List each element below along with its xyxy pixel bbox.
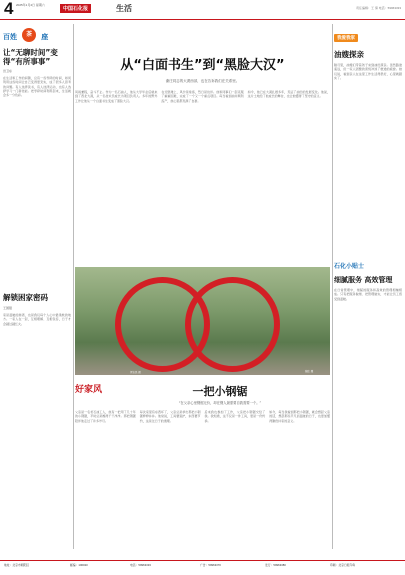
- left-body: 在生活和工作的间隙，总有一些零碎的时间，如何利用这些时间让自己变得更充实，成了很多人思考的问题。有人选择读书，有人选择运动，也有人选择学习一门新技能。把零碎时间利用起来，生活就会多一分色彩。: [3, 76, 71, 98]
- footer-item: 地址：北京市朝阳区: [4, 563, 30, 567]
- second-body-col-2: 每次家里有东西坏了，父亲总是拿出那把小钢锯修修补补。他常说，工具要爱护，东西要节约，这是过日子的道理。: [139, 410, 201, 423]
- main-body-col-3: 如今，他已在大漠扎根多年，见证了油田的发展变化。他说，这片土地给了他成长的舞台，也让他懂得了坚守的意义。: [247, 90, 330, 99]
- footer-item: 邮编：100020: [70, 563, 88, 567]
- left-headline-2: 解锁困家密码: [3, 293, 48, 302]
- heart-sculpture: [185, 277, 280, 372]
- right-headline-2: 细腻服务 高效管理: [334, 276, 393, 284]
- newspaper-logo: 中国石化报: [60, 4, 91, 13]
- footer-item: 广告：59963370: [200, 563, 221, 567]
- editor-info: 责任编辑：王 倩 电话：59963333: [355, 6, 401, 10]
- right-headline: 油嫂探亲: [334, 50, 364, 59]
- section-title: 生活: [116, 4, 132, 13]
- brand-post: 座: [41, 33, 49, 41]
- tea-icon: 茶: [22, 28, 36, 42]
- left-column: [3, 24, 71, 549]
- main-headline: 从“白面书生”到“黑脸大汉”: [120, 58, 285, 73]
- main-article: [75, 24, 330, 210]
- left-body-2: 家是温暖的港湾，也是我们每个人心中最柔软的地方。一家人在一起，互相理解、互相包容，日子才会越过越红火。: [3, 313, 71, 326]
- photo-caption: 贺志民 摄: [130, 371, 141, 374]
- main-body: [75, 90, 330, 210]
- page-header: [0, 0, 405, 20]
- divider-left: [73, 24, 74, 549]
- left-author: 田卫东: [3, 69, 13, 73]
- brand-pre: 百姓: [3, 33, 17, 41]
- right-column-tag: 我爱我家: [334, 34, 358, 42]
- second-body-col-3: 后来我也参加了工作，父亲把小钢锯交给了我。我知道，这不仅是一件工具，更是一份传承。: [204, 410, 266, 423]
- second-body-col-1: 父亲是一名老石油工人，他有一把用了几十年的小钢锯，平时总是擦得干干净净。那把钢锯陪伴他走过了许多岁月。: [75, 410, 136, 423]
- footer-item: 印刷：北京日报印务: [330, 563, 356, 567]
- right-body-2: 在日常管理中，细腻的服务和高效的管理相辅相成。只有把服务做细、把管理做实，才能让员工感受到温暖。: [334, 288, 402, 301]
- photo-credit: 谢庄 摄: [305, 370, 314, 373]
- second-subhead: “在父亲心里钢锯无价，却在钢人最需要自我需要一个。”: [178, 401, 262, 405]
- footer-item: 发行：59963380: [265, 563, 286, 567]
- column-brand: [3, 24, 71, 42]
- page-footer: [0, 560, 405, 575]
- second-article-body: [75, 410, 330, 550]
- divider-right: [332, 24, 333, 549]
- main-subhead: 谢庄同志的大漠西部，也在告诉我们在关系里。: [165, 79, 240, 83]
- issue-date: 2025年1月4日 星期六: [16, 3, 45, 7]
- page-number: 4: [4, 0, 14, 18]
- right-column: [334, 24, 402, 301]
- right-column-tag-2: 石化小贴士: [334, 263, 365, 270]
- main-body-col-1: 风雨兼程，奋斗不止。作为一名石油人，他从大学毕业后就来到了西北大漠，从一名技术员成长为项目负责人。多年的野外工作让他从一个白面书生变成了黑脸大汉。: [75, 90, 158, 103]
- left-author-2: 王国强: [3, 306, 13, 310]
- right-body: 腊月里，油嫂们带着孩子来到油田探亲。虽然路途遥远，但一家人团聚的喜悦冲淡了旅途的疲惫。她们说，看到亲人在这里工作生活得很好，心里就踏实了。: [334, 63, 402, 80]
- second-body-col-4: 如今，每当我看到那把小钢锯，就会想起父亲的话，想起那些平凡而温暖的日子，也更加懂得勤俭持家的意义。: [269, 410, 330, 423]
- second-headline: 一把小钢锯: [192, 385, 248, 398]
- column-tag: 好家风: [75, 385, 103, 395]
- main-body-col-2: 在戈壁滩上，风沙是常客，烈日是伙伴。他和同事们一起克服了重重困难，完成了一个又一个重点项目。每当看到油井顺利投产，他心里都充满了自豪。: [161, 90, 244, 103]
- footer-item: 电话：59963333: [130, 563, 151, 567]
- main-photo: [75, 267, 330, 375]
- left-headline: 让“无聊时间”变得“有所事事”: [3, 48, 58, 66]
